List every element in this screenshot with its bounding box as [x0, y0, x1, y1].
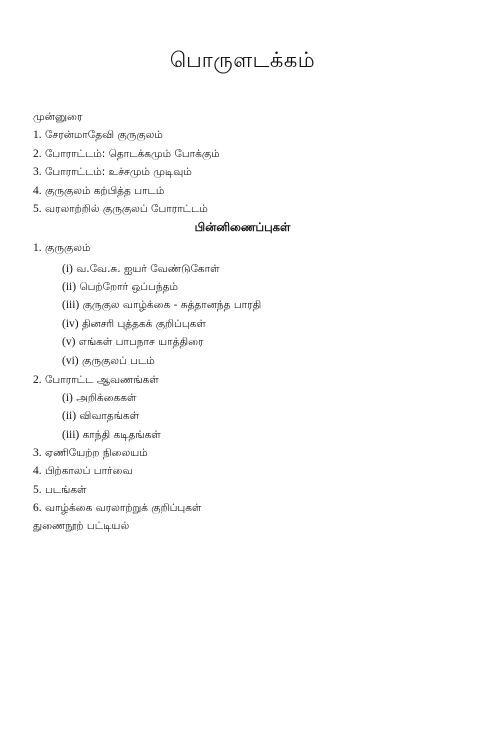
chapter-title: குருகுலம் கற்பித்த பாடம்: [44, 185, 165, 197]
sub-title: எங்கள் பாபநாச யாத்திரை: [78, 336, 204, 348]
chapter-entry-2: [33, 147, 220, 161]
chapter-number: 3.: [33, 166, 42, 178]
chapter-number: 1.: [33, 129, 42, 141]
chapter-title: சேரன்மாதேவி குருகுலம்: [44, 129, 163, 141]
chapter-title: போராட்டம்: தொடக்கமும் போக்கும்: [44, 148, 220, 160]
chapter-entry-3: [33, 165, 192, 179]
chapter-title: போராட்டம்: உச்சமும் முடிவும்: [44, 166, 192, 178]
appendix-title: போராட்ட ஆவணங்கள்: [44, 374, 159, 386]
appendix-title: குருகுலம்: [44, 242, 91, 254]
sub-number: (ii): [62, 410, 77, 422]
sub-number: (ii): [62, 281, 77, 293]
sub-number: (iii): [62, 299, 80, 311]
sub-number: (v): [62, 336, 76, 348]
appendix-sub-entry: [62, 354, 155, 368]
sub-title: குருகுல வாழ்க்கை - சுத்தானந்த பாரதி: [82, 299, 262, 311]
appendix-number: 4.: [33, 465, 42, 477]
appendix-number: 3.: [33, 447, 42, 459]
sub-number: (i): [62, 392, 73, 404]
sub-title: வ.வே.சு. ஐயர் வேண்டுகோள்: [76, 263, 220, 275]
appendix-number: 2.: [33, 374, 42, 386]
appendix-title: வாழ்க்கை வரலாற்றுக் குறிப்புகள்: [44, 502, 202, 514]
appendix-entry-5: [33, 483, 87, 497]
chapter-number: 2.: [33, 148, 42, 160]
chapter-entry-1: [33, 128, 163, 142]
chapter-entry-5: [33, 202, 208, 216]
appendix-entry-6: [33, 501, 201, 515]
appendix-number: 1.: [33, 242, 42, 254]
chapter-entry-4: [33, 184, 164, 198]
appendix-sub-entry: [62, 428, 161, 442]
appendix-sub-entry: [62, 335, 203, 349]
appendix-sub-entry: [62, 262, 220, 276]
appendix-entry-2: [33, 373, 159, 387]
chapter-title: வரலாற்றில் குருகுலப் போராட்டம்: [44, 203, 208, 215]
appendix-title: பிற்காலப் பார்வை: [44, 465, 133, 477]
bibliography-entry: துணைநூற் பட்டியல்: [33, 520, 130, 532]
appendix-heading: பின்னிணைப்புகள்: [194, 220, 291, 234]
sub-number: (i): [62, 263, 73, 275]
sub-title: விவாதங்கள்: [79, 410, 140, 422]
appendix-number: 5.: [33, 484, 42, 496]
appendix-sub-entry: [62, 391, 136, 405]
page-title: பொருளடக்கம்: [169, 48, 316, 72]
chapter-number: 4.: [33, 185, 42, 197]
sub-title: அறிக்கைகள்: [76, 392, 137, 404]
preface-entry: முன்னுரை: [33, 111, 83, 123]
sub-title: காந்தி கடிதங்கள்: [82, 429, 161, 441]
chapter-number: 5.: [33, 203, 42, 215]
sub-number: (iii): [62, 429, 80, 441]
appendix-sub-entry: [62, 317, 206, 331]
sub-title: பெற்றோர் ஒப்பந்தம்: [79, 281, 178, 293]
sub-number: (iv): [62, 318, 79, 330]
appendix-sub-entry: [62, 280, 178, 294]
appendix-entry-3: [33, 446, 148, 460]
appendix-sub-entry: [62, 409, 139, 423]
appendix-title: ஏணியேற்ற நிலையம்: [44, 447, 148, 459]
appendix-entry-4: [33, 464, 133, 478]
sub-title: தினசரி புத்தகக் குறிப்புகள்: [81, 318, 206, 330]
appendix-number: 6.: [33, 502, 42, 514]
appendix-title: படங்கள்: [44, 484, 87, 496]
sub-title: குருகுலப் படம்: [81, 355, 155, 367]
appendix-entry-1: [33, 241, 90, 255]
sub-number: (vi): [62, 355, 79, 367]
appendix-sub-entry: [62, 298, 261, 312]
